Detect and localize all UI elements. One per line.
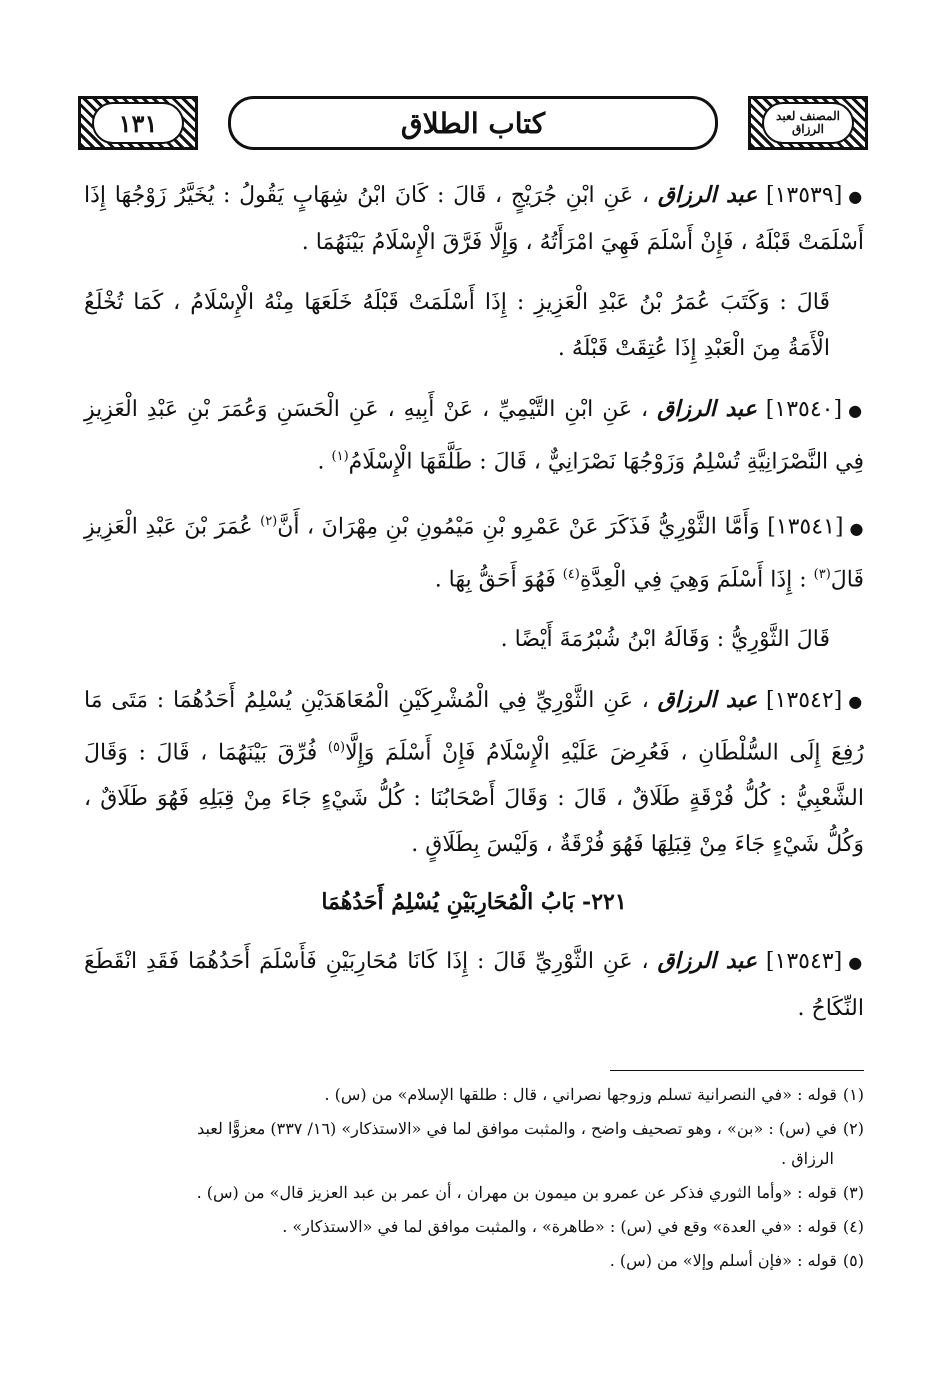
hadith-text: ، عَنِ الثَّوْرِيِّ قَالَ : إِذَا كَانَا مُحَارِبَيْنِ فَأَسْلَمَ أَحَدُهُمَا فَقَدِ انْقَطَعَ النِّكَاحُ . [84, 949, 864, 1022]
footnote-ref[interactable]: (٤) [562, 566, 580, 582]
hadith-number: [١٣٥٤٢] [765, 687, 843, 713]
footnotes [84, 1080, 864, 1280]
narrator: عبد الرزاق [657, 396, 757, 422]
footnote-ref[interactable]: (٣) [813, 566, 831, 582]
footnote-number: (١) [842, 1085, 864, 1104]
footnote-1 [84, 1080, 864, 1110]
footnote-text: في (س) : «بن» ، وهو تصحيف واضح ، والمثبت موافق لما في «الاستذكار» (١٦/ ٣٣٧) معزوًّا لعبد [197, 1119, 837, 1138]
footnote-divider [610, 1070, 864, 1071]
hadith-text: عُمَرَ بْنَ عَبْدِ الْعَزِيزِ قَالَ [84, 514, 864, 592]
page-title: كتاب الطلاق [228, 96, 718, 150]
bullet-icon: ● [849, 518, 864, 538]
footnote-2 [84, 1114, 864, 1144]
footnote-ref[interactable]: (٥) [327, 739, 346, 755]
hadith-text: ، عَنِ الثَّوْرِيِّ فِي الْمُشْرِكَيْنِ الْمُعَاهَدَيْنِ يُسْلِمُ أَحَدُهُمَا : مَتَى مَا رُفِعَ إِلَى السُّلْطَانِ ، فَعُرِضَ عَلَيْهِ الْإِسْلَامُ فَإِنْ أَسْلَمَ وَإِلَّا [84, 687, 864, 766]
hadith-text: فَهُوَ أَحَقُّ بِهَا . [434, 566, 563, 592]
hadith-text: ، عَنِ ابْنِ التَّيْمِيِّ ، عَنْ أَبِيهِ ، عَنِ الْحَسَنِ وَعُمَرَ بْنِ عَبْدِ الْعَزِيزِ فِي النَّصْرَانِيَّةِ تُسْلِمُ وَزَوْجُهَا نَصْرَانِيٌّ ، قَالَ : طَلَّقَهَا الْإِسْلَامُ [84, 397, 864, 475]
hadith-text: فُرِّقَ بَيْنَهُمَا ، قَالَ : وَقَالَ الشَّعْبِيُّ : كُلُّ فُرْقَةٍ طَلَاقٌ ، قَالَ : وَقَالَ أَصْحَابُنَا : كُلُّ شَيْءٍ جَاءَ مِنْ قِبَلِهِ فَهُوَ طَلَاقٌ ، وَكُلُّ شَيْءٍ جَاءَ مِنْ قِبَلِهَا فَهُوَ فُرْقَةٌ ، وَلَيْسَ بِطَلَاقٍ . [84, 740, 864, 858]
footnote-text: قوله : «في العدة» وقع في (س) : «طاهرة» ، والمثبت موافق لما في «الاستذكار» . [282, 1217, 837, 1236]
hadith-13542 [84, 677, 864, 868]
footnote-text: قوله : «في النصرانية تسلم وزوجها نصراني ، قال : طلقها الإسلام» من (س) . [324, 1085, 837, 1104]
main-text [84, 172, 864, 1046]
footnote-4 [84, 1212, 864, 1242]
hadith-continuation [84, 280, 864, 372]
footnote-ref[interactable]: (١) [331, 449, 349, 464]
footnote-text: قوله : «فإن أسلم وإلا» من (س) . [609, 1251, 837, 1270]
page-number: ١٣١ [92, 102, 184, 144]
footnote-text: الرزاق . [781, 1149, 834, 1168]
footnote-2-continuation [84, 1144, 864, 1174]
narrator: عبد الرزاق [657, 182, 758, 208]
hadith-continuation [84, 617, 864, 663]
bullet-icon: ● [848, 691, 864, 711]
footnote-number: (٤) [842, 1217, 864, 1236]
bullet-icon: ● [848, 187, 864, 206]
hadith-number: [١٣٥٤٣] [765, 949, 843, 975]
hadith-number: [١٣٥٤١] [767, 514, 844, 540]
hadith-number: [١٣٥٣٩] [766, 183, 843, 208]
narrator: عبد الرزاق [657, 686, 758, 713]
book-logo: المصنف لعبد الرزاق [762, 102, 854, 144]
hadith-text: : إِذَا أَسْلَمَ وَهِيَ فِي الْعِدَّةِ [579, 566, 814, 592]
hadith-13541 [84, 499, 864, 603]
footnote-text: قوله : «وأما الثوري فذكر عن عمرو بن ميمون بن مهران ، أن عمر بن عبد العزيز قال» من (س) . [196, 1183, 837, 1202]
hadith-13540 [84, 386, 864, 485]
hadith-text-end: . [317, 449, 332, 475]
footnote-3 [84, 1178, 864, 1208]
hadith-text: ، عَنِ ابْنِ جُرَيْجٍ ، قَالَ : كَانَ ابْنُ شِهَابٍ يَقُولُ : يُخَيَّرُ زَوْجُهَا إِذَا أَسْلَمَتْ قَبْلَهُ ، فَإِنْ أَسْلَمَ فَهِيَ امْرَأَتُهُ ، وَإِلَّا فَرَّقَ الْإِسْلَامُ بَيْنَهُمَا . [84, 183, 864, 255]
footnote-ref[interactable]: (٢) [260, 514, 278, 530]
page-header [78, 96, 868, 150]
chapter-heading: ٢٢١- بَابُ الْمُحَارِبَيْنِ يُسْلِمُ أَحَدُهُمَا [321, 889, 627, 916]
narrator: عبد الرزاق [657, 948, 758, 975]
hadith-text: قَالَ الثَّوْرِيُّ : وَقَالَهُ ابْنُ شُبْرُمَةَ أَيْضًا . [500, 626, 830, 652]
bullet-icon: ● [848, 401, 865, 420]
footnote-number: (٣) [842, 1183, 864, 1202]
bullet-icon: ● [848, 953, 865, 973]
hadith-text: قَالَ : وَكَتَبَ عُمَرُ بْنُ عَبْدِ الْعَزِيزِ : إِذَا أَسْلَمَتْ قَبْلَهُ خَلَعَهَا مِنْهُ الْإِسْلَامُ ، كَمَا تُخْلَعُ الْأَمَةُ مِنَ الْعَبْدِ إِذَا عُتِقَتْ قَبْلَهُ . [84, 290, 830, 361]
footnote-number: (٢) [842, 1119, 864, 1138]
hadith-number: [١٣٥٤٠] [765, 397, 843, 422]
hadith-text: وَأَمَّا الثَّوْرِيُّ فَذَكَرَ عَنْ عَمْرِو بْنِ مَيْمُونِ بْنِ مِهْرَانَ ، أَنَّ [277, 514, 760, 540]
footnote-number: (٥) [842, 1251, 864, 1270]
footnote-5 [84, 1246, 864, 1276]
hadith-13543 [84, 938, 864, 1032]
hadith-13539 [84, 172, 864, 266]
